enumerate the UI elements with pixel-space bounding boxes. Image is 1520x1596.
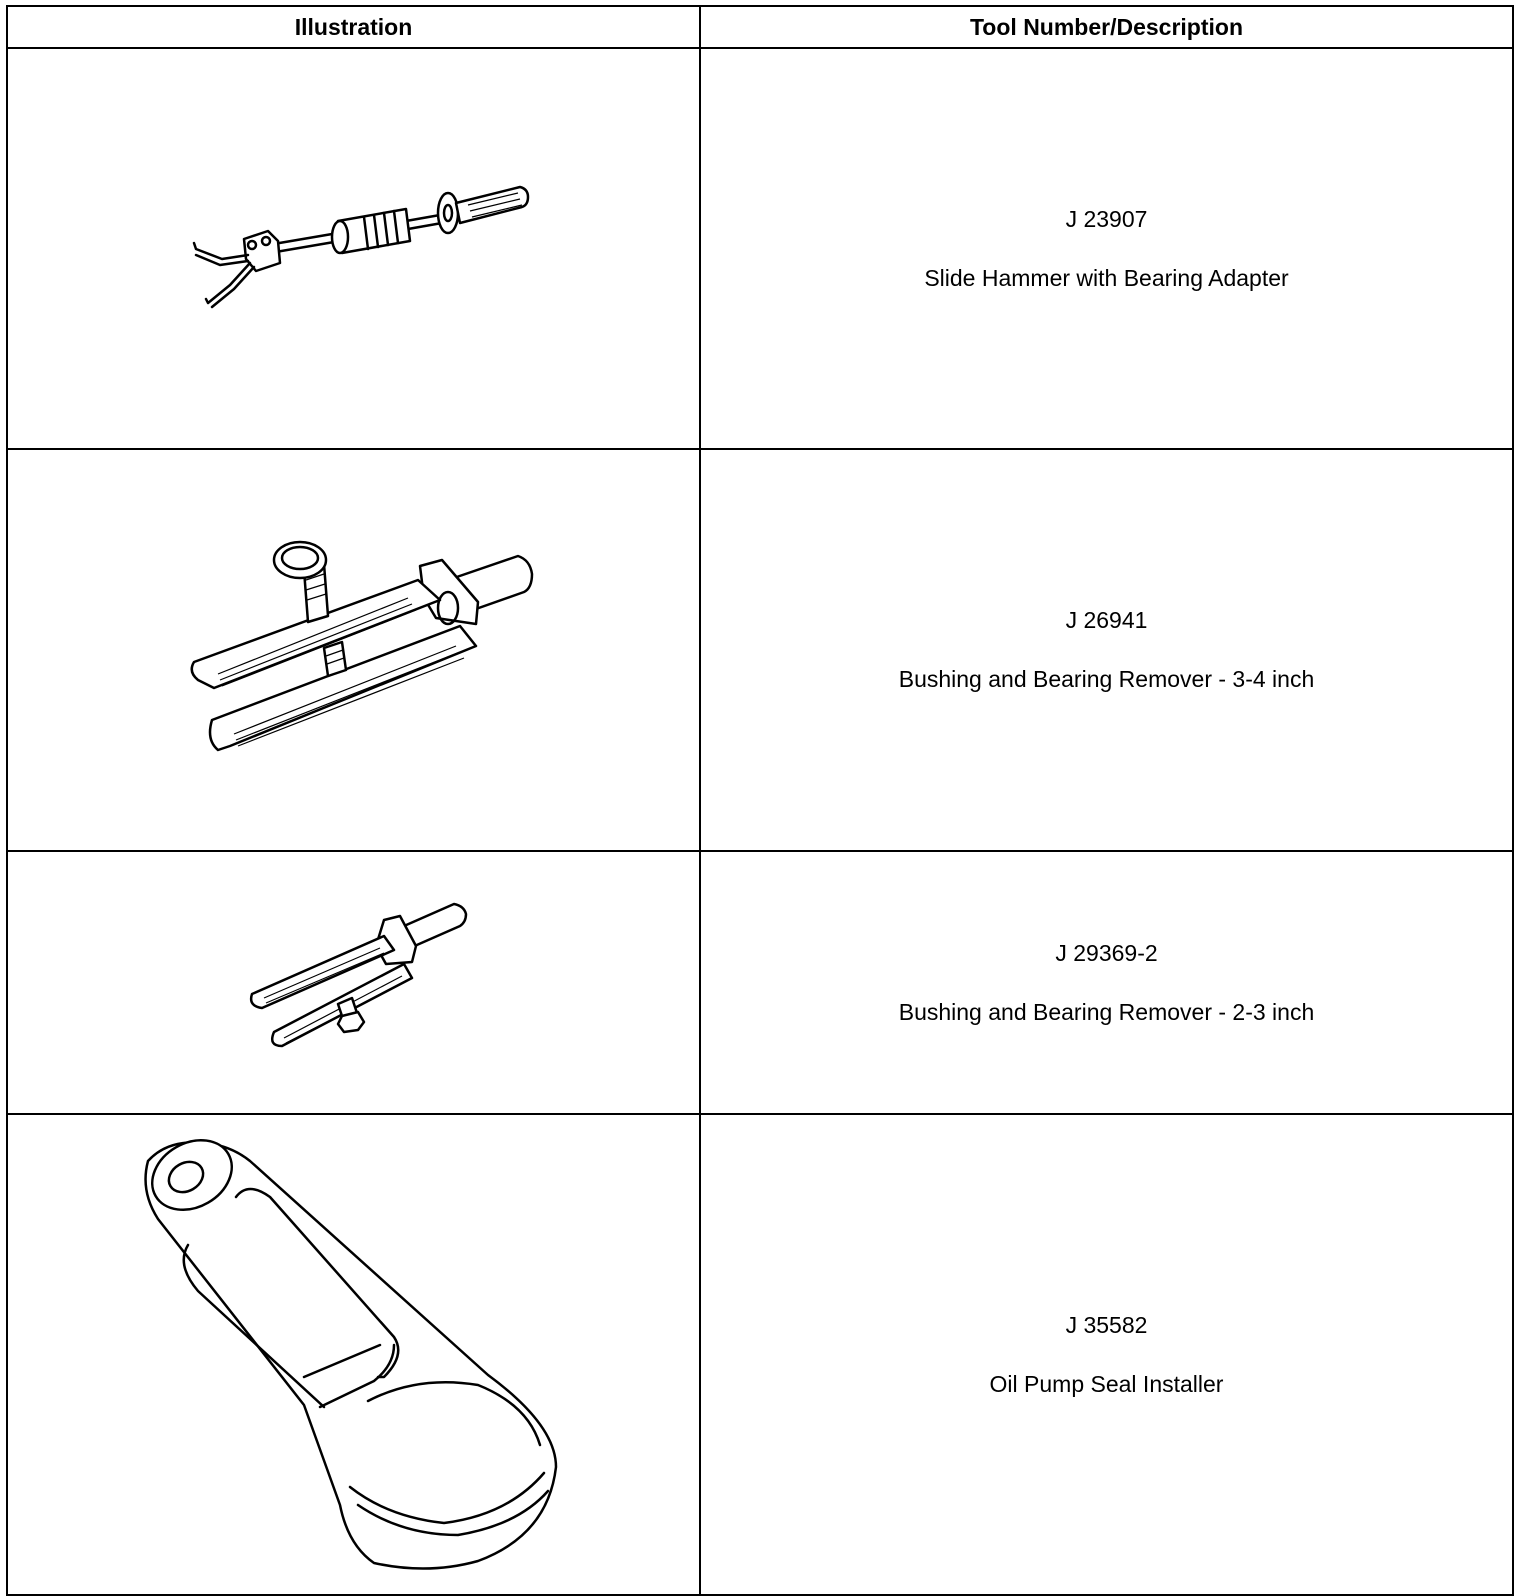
tool-number: J 26941: [1065, 607, 1148, 633]
special-tools-table: [6, 5, 1514, 1596]
illustration-cell: [7, 48, 700, 449]
tool-description: Bushing and Bearing Remover - 2-3 inch: [898, 998, 1315, 1025]
bushing-remover-large-icon: [8, 450, 698, 850]
slide-hammer-icon: [8, 49, 698, 448]
tool-number: J 23907: [1065, 205, 1148, 232]
seal-installer-icon: [8, 1115, 698, 1594]
illustration-cell: [7, 1114, 700, 1595]
table-row: [7, 851, 1513, 1114]
illustration-cell: [7, 449, 700, 851]
tool-description: Bushing and Bearing Remover - 3-4 inch: [898, 666, 1315, 692]
table-row: [7, 48, 1513, 449]
tool-number: J 29369-2: [1055, 939, 1158, 966]
bushing-remover-small-icon: [8, 852, 698, 1113]
illustration-cell: [7, 851, 700, 1114]
tool-description-cell: [700, 48, 1513, 449]
tool-description-cell: [700, 851, 1513, 1114]
table-row: [7, 1114, 1513, 1595]
tool-number: J 35582: [1065, 1311, 1148, 1338]
table-header-row: [7, 6, 1513, 48]
tool-description: Oil Pump Seal Installer: [989, 1370, 1224, 1397]
tool-description: Slide Hammer with Bearing Adapter: [924, 264, 1289, 291]
tool-description-cell: [700, 449, 1513, 851]
header-illustration: Illustration: [7, 6, 700, 48]
tool-description-cell: [700, 1114, 1513, 1595]
header-tool-number-description: Tool Number/Description: [700, 6, 1513, 48]
table-row: [7, 449, 1513, 851]
